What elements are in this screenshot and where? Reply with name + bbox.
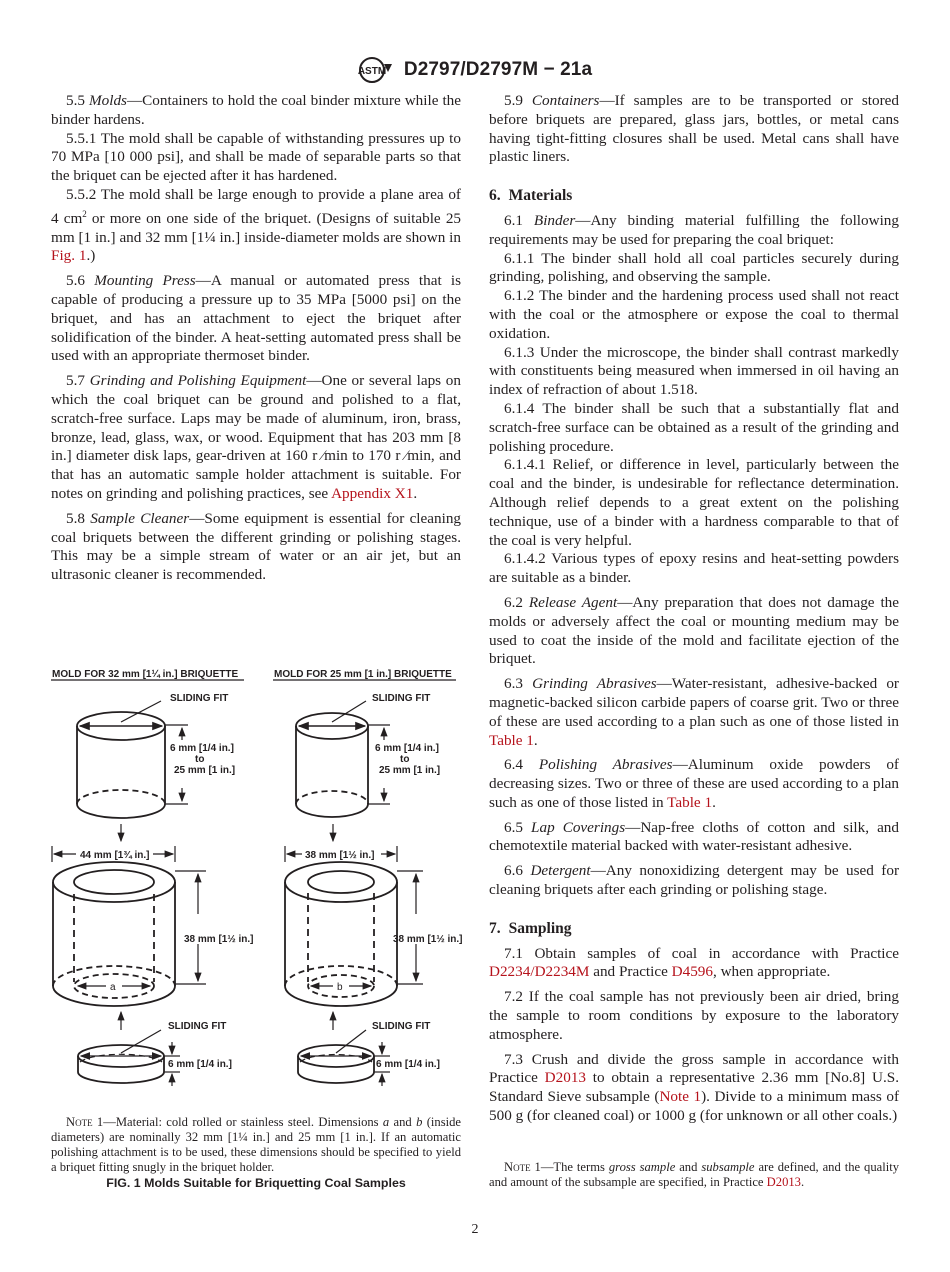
paragraph-6-3: 6.3 Grinding Abrasives—Water-resistant, adhesive-backed or magnetic-backed silicon carbide papers of coarse grit. Two or three of these are used according to a plan such as one of those listed in Table 1. [489, 675, 899, 749]
paragraph-5-6: 5.6 Mounting Press—A manual or automated press that is capable of producing a pressure up to 35 MPa [5000 psi] on the briquet, and has an attachment to eject the briquet after solidification of the binder. A heat-setting automated press shall be used with an appropriate thermoset binder. [51, 272, 462, 365]
plug-height-left: 6 mm [1/4 in.] [168, 1059, 232, 1070]
svg-text:25 mm [1 in.]: 25 mm [1 in.] [174, 765, 236, 776]
table-1-link[interactable]: Table 1 [489, 731, 534, 749]
outer-diameter-left: 44 mm [1¾ in.] [80, 850, 150, 861]
svg-text:6 mm [1/4 in.]: 6 mm [1/4 in.] [170, 743, 234, 754]
paragraph-6-1: 6.1 Binder—Any binding material fulfilling the following requirements may be used for preparing the coal briquet: [489, 211, 899, 248]
paragraph-6-1-1: 6.1.1 The binder shall hold all coal particles securely during grinding, polishing, and observing the sample. [489, 249, 899, 286]
page-number: 2 [471, 1222, 479, 1237]
table-1-link[interactable]: Table 1 [667, 793, 713, 811]
right-column [489, 92, 899, 1126]
left-column [51, 92, 461, 585]
svg-text:to: to [400, 754, 410, 765]
left-mold-title: MOLD FOR 32 mm [1¼ in.] BRIQUETTE [52, 669, 239, 680]
paragraph-6-4: 6.4 Polishing Abrasives—Aluminum oxide powders of decreasing sizes. Two or three of these are used according to a plan such as one of those listed in Table 1. [489, 756, 899, 811]
figure-caption: FIG. 1 Molds Suitable for Briquetting Coal Samples [106, 1176, 406, 1190]
right-mold-title: MOLD FOR 25 mm [1 in.] BRIQUETTE [274, 669, 452, 680]
section-heading-sampling: 7. Sampling [489, 919, 572, 937]
figure-note: Note 1—Material: cold rolled or stainless steel. Dimensions a and b (inside diameters) are nominally 32 mm [1¼ in.] and 25 mm [1 in.]. If an automatic polishing attachment is to be used, these dimensions should be specified to yield a briquet fitting snugly in the briquet holder. [51, 1115, 461, 1174]
paragraph-6-6: 6.6 Detergent—Any nonoxidizing detergent may be used for cleaning briquets after each grinding or polishing stage. [489, 862, 900, 899]
sliding-fit-label: SLIDING FIT [372, 1021, 431, 1032]
astm-logo-icon [358, 56, 394, 84]
paragraph-6-1-4: 6.1.4 The binder shall be such that a substantially flat and scratch-free surface can be obtained as a result of the grinding and polishing procedure. [489, 399, 899, 455]
paragraph-5-9: 5.9 Containers—If samples are to be transported or stored before briquets are prepared, glass jars, bottles, or metal cans having tight-fitting closures shall be used. Metal cans shall have plastic liners. [489, 92, 899, 166]
note-1-link[interactable]: Note 1 [659, 1088, 702, 1106]
plug-height-right: 6 mm [1/4 in.] [376, 1059, 440, 1070]
paragraph-6-1-4-2: 6.1.4.2 Various types of epoxy resins and heat-setting powders are suitable as a binder. [489, 550, 899, 587]
sliding-fit-label: SLIDING FIT [170, 693, 229, 704]
fig-1-link[interactable]: Fig. 1 [51, 247, 87, 265]
appendix-x1-link[interactable]: Appendix X1 [331, 485, 414, 502]
note-1: Note 1—The terms gross sample and subsample are defined, and the quality and amount of the subsample are specified, in Practice D2013. [489, 1160, 899, 1189]
body-height-right: 38 mm [1½ in.] [393, 934, 463, 945]
svg-text:ASTM: ASTM [357, 66, 387, 77]
d2013-link[interactable]: D2013 [766, 1175, 801, 1189]
page-header [0, 56, 950, 84]
dimension-b: b [337, 982, 343, 993]
paragraph-6-1-3: 6.1.3 Under the microscope, the binder shall contrast markedly with constituents being measured when immersed in oil having an index of refraction of about 1.518. [489, 343, 899, 399]
paragraph-5-5-1: 5.5.1 The mold shall be capable of withstanding pressures up to 70 MPa [10 000 psi], and shall be made of separable parts so that the briquet can be ejected after it has hardened. [51, 129, 461, 185]
paragraph-7-1: 7.1 Obtain samples of coal in accordance with Practice D2234/D2234M and Practice D4596, when appropriate. [489, 944, 899, 981]
paragraph-6-5: 6.5 Lap Coverings—Nap-free cloths of cotton and silk, and chemotextile material backed with water-resistant adhesive. [489, 818, 899, 855]
d2013-link[interactable]: D2013 [544, 1069, 587, 1087]
paragraph-6-2: 6.2 Release Agent—Any preparation that does not damage the molds or adversely affect the coal or mounting medium may be used to coat the inside of the mold and facilitate ejection of the briquet. [489, 593, 900, 668]
figure-1-mold-diagram [48, 664, 468, 1114]
svg-text:25 mm [1 in.]: 25 mm [1 in.] [379, 765, 441, 776]
paragraph-5-7: 5.7 Grinding and Polishing Equipment—One or several laps on which the coal briquet can be ground and polished to a flat, scratch-free surface. Laps may be made of aluminum, iron, brass, bronze, lead, glass, wax, or wood. Equipment that has 203 mm [8 in.] diameter disk laps, gear-driven at 160 r ⁄min to 170 r ⁄min, and that has an automatic sample holder attachment is suitable. For notes on grinding and polishing practices, see Appendix X1. [51, 372, 461, 502]
paragraph-5-5: 5.5 Molds—Containers to hold the coal binder mixture while the binder hardens. [51, 92, 461, 128]
outer-diameter-right: 38 mm [1½ in.] [305, 850, 375, 861]
svg-text:6 mm [1/4 in.]: 6 mm [1/4 in.] [375, 743, 439, 754]
document-designation: D2797/D2797M − 21a [403, 59, 593, 80]
paragraph-5-5-2: 5.5.2 The mold shall be large enough to provide a plane area of 4 $cm^2$ or more on one side of the briquet. (Designs of suitable 25 mm [1 in.] and 32 mm [1¼ in.] inside-diameter molds are shown in Fig. 1.) [51, 185, 462, 265]
paragraph-7-3: 7.3 Crush and divide the gross sample in accordance with Practice D2013 to obtain a representative 2.36 mm [No.8] U.S. Standard Sieve subsample (Note 1). Divide to a minimum mass of 500 g (for cleaned coal) or 1000 g (for unknown or all other coals.) [489, 1050, 900, 1125]
paragraph-5-8: 5.8 Sample Cleaner—Some equipment is essential for cleaning coal briquets between the different grinding or polishing stages. This may be a simple stream of water or an air jet, but an ultrasonic cleaner is recommended. [51, 509, 462, 584]
body-height-left: 38 mm [1½ in.] [184, 934, 254, 945]
paragraph-6-1-2: 6.1.2 The binder and the hardening process used shall not react with the coal or the atmosphere or expose the coal to thermal oxidation. [489, 287, 899, 342]
section-heading-materials: 6. Materials [489, 187, 573, 205]
sliding-fit-label: SLIDING FIT [372, 693, 431, 704]
svg-text:to: to [195, 754, 205, 765]
paragraph-7-2: 7.2 If the coal sample has not previously been air dried, bring the sample to room conditions by exposure to the laboratory atmosphere. [489, 988, 899, 1043]
paragraph-6-1-4-1: 6.1.4.1 Relief, or difference in level, particularly between the coal and the binder, is undesirable for reflectance determination. Although relief depends to a great extent on the polishing technique, use of a binder with a hardness comparable to that of the coal is very helpful. [489, 456, 899, 549]
d4596-link[interactable]: D4596 [671, 963, 713, 981]
dimension-a: a [110, 982, 116, 993]
sliding-fit-label: SLIDING FIT [168, 1021, 227, 1032]
d2234-link[interactable]: D2234/D2234M [489, 963, 590, 981]
